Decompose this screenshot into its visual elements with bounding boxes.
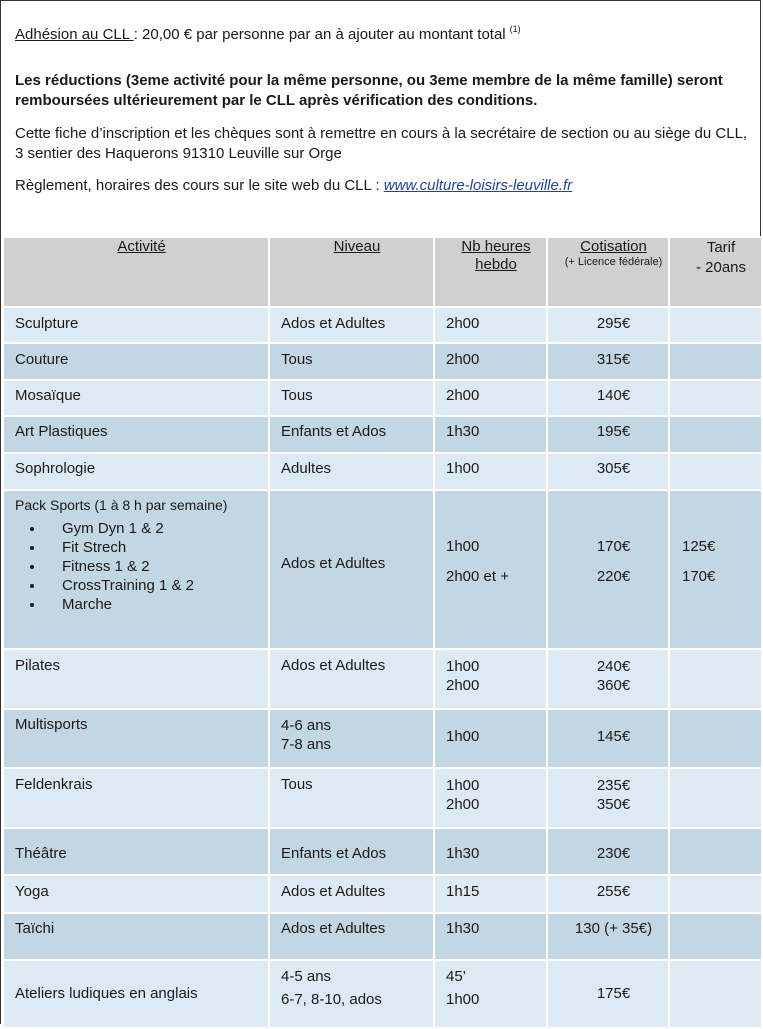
- cell-heures: 1h00: [434, 453, 547, 490]
- cell-heures: 2h00: [434, 343, 547, 380]
- header-cotisation: Cotisation (+ Licence fédérale): [547, 237, 669, 307]
- table-row: [3, 709, 762, 768]
- cell-cotisation: 170€ 220€: [547, 490, 669, 649]
- list-item: • Fitness 1 & 2: [45, 557, 268, 576]
- cell-cotisation: 305€: [547, 453, 669, 490]
- cell-heures: 1h00: [434, 709, 547, 768]
- cell-cotisation: 195€: [547, 416, 669, 453]
- cell-niveau: Tous: [269, 343, 434, 380]
- cell-heures: 1h00 2h00: [434, 768, 547, 828]
- list-item: • Gym Dyn 1 & 2: [45, 519, 268, 538]
- cell-heures: 1h30: [434, 913, 547, 960]
- list-item: • Fit Strech: [45, 538, 268, 557]
- header-cotisation-note: (+ Licence fédérale): [564, 256, 663, 268]
- cell-tarif: [669, 709, 762, 768]
- cell-tarif: [669, 828, 762, 875]
- cell-niveau: Ados et Adultes: [269, 649, 434, 709]
- header-niveau: Niveau: [269, 237, 434, 307]
- cell-heures: 1h15: [434, 875, 547, 913]
- cell-heures: 1h00 2h00 et +: [434, 490, 547, 649]
- cell-cotisation: 240€ 360€: [547, 649, 669, 709]
- cell-cotisation: 230€: [547, 828, 669, 875]
- adhesion-footnote: (1): [509, 24, 521, 34]
- table-row: [3, 960, 762, 1028]
- cell-niveau: Ados et Adultes: [269, 490, 434, 649]
- cell-activite: Mosaïque: [3, 380, 269, 416]
- adhesion-text: : 20,00 € par personne par an à ajouter au montant total: [133, 26, 506, 43]
- cell-activite: Sophrologie: [3, 453, 269, 490]
- cell-niveau: 4-5 ans 6-7, 8-10, ados: [269, 960, 434, 1028]
- table-row: [3, 380, 762, 416]
- cell-tarif: [669, 380, 762, 416]
- cell-heures: 2h00: [434, 307, 547, 343]
- cell-activite: Art Plastiques: [3, 416, 269, 453]
- cell-niveau: Ados et Adultes: [269, 875, 434, 913]
- cell-tarif: [669, 960, 762, 1028]
- cell-niveau: Enfants et Ados: [269, 828, 434, 875]
- cell-niveau: Ados et Adultes: [269, 913, 434, 960]
- cell-activite: Multisports: [3, 709, 269, 768]
- pack-sports-title: Pack Sports (1 à 8 h par semaine): [15, 497, 228, 513]
- cell-cotisation: 130 (+ 35€): [547, 913, 669, 960]
- cell-activite: Taïchi: [3, 913, 269, 960]
- adhesion-line: [15, 19, 521, 45]
- cell-activite: Couture: [3, 343, 269, 380]
- cell-activite: Ateliers ludiques en anglais: [3, 960, 269, 1028]
- cell-niveau: Tous: [269, 380, 434, 416]
- cell-cotisation: 145€: [547, 709, 669, 768]
- cell-tarif: [669, 416, 762, 453]
- table-row: [3, 913, 762, 960]
- cell-heures: 45’ 1h00: [434, 960, 547, 1028]
- cell-cotisation: 175€: [547, 960, 669, 1028]
- reglement-line: [15, 176, 572, 196]
- cell-activite: Pilates: [3, 649, 269, 709]
- cell-activite: Théâtre: [3, 828, 269, 875]
- cell-niveau: Enfants et Ados: [269, 416, 434, 453]
- table-row: [3, 453, 762, 490]
- table-row: [3, 768, 762, 828]
- cell-niveau: Ados et Adultes: [269, 307, 434, 343]
- cell-niveau: Adultes: [269, 453, 434, 490]
- website-link[interactable]: www.culture-loisirs-leuville.fr: [383, 177, 573, 194]
- cell-heures: 1h00 2h00: [434, 649, 547, 709]
- adhesion-label: Adhésion au CLL: [15, 26, 134, 43]
- header-activite: Activité: [3, 237, 269, 307]
- cell-activite: Feldenkrais: [3, 768, 269, 828]
- cell-tarif: [669, 913, 762, 960]
- cell-cotisation: 315€: [547, 343, 669, 380]
- cell-cotisation: 255€: [547, 875, 669, 913]
- cell-activite: [3, 490, 269, 649]
- list-item: • CrossTraining 1 & 2: [45, 576, 268, 595]
- table-row: [3, 416, 762, 453]
- reductions-note: Les réductions (3eme activité pour la même personne, ou 3eme membre de la même famille) seront remboursées ultérieurement par le CLL après vérification des conditions.: [15, 72, 723, 109]
- cell-cotisation: 295€: [547, 307, 669, 343]
- cell-cotisation: 140€: [547, 380, 669, 416]
- pack-sports-list: [15, 519, 268, 614]
- table-row: [3, 875, 762, 913]
- cell-heures: 1h30: [434, 828, 547, 875]
- cell-tarif: [669, 875, 762, 913]
- cell-niveau: 4-6 ans 7-8 ans: [269, 709, 434, 768]
- table-row: [3, 649, 762, 709]
- activities-table: [2, 236, 763, 1029]
- cell-tarif: [669, 307, 762, 343]
- list-item: • Marche: [45, 595, 268, 614]
- cell-activite: Yoga: [3, 875, 269, 913]
- cell-activite: Sculpture: [3, 307, 269, 343]
- cell-niveau: Tous: [269, 768, 434, 828]
- cell-tarif: [669, 453, 762, 490]
- cell-tarif: [669, 768, 762, 828]
- table-row: [3, 828, 762, 875]
- cell-cotisation: 235€ 350€: [547, 768, 669, 828]
- cell-tarif: [669, 649, 762, 709]
- cell-tarif: 125€ 170€: [669, 490, 762, 649]
- reglement-text: Règlement, horaires des cours sur le site web du CLL :: [15, 177, 384, 194]
- table-row: [3, 307, 762, 343]
- table-row-pack-sports: [3, 490, 762, 649]
- cell-heures: 2h00: [434, 380, 547, 416]
- header-tarif: Tarif - 20ans: [669, 237, 762, 307]
- table-row: [3, 343, 762, 380]
- cell-heures: 1h30: [434, 416, 547, 453]
- table-header-row: [3, 237, 762, 307]
- cell-tarif: [669, 343, 762, 380]
- fiche-note: Cette fiche d’inscription et les chèques sont à remettre en cours à la secrétaire de section ou au siège du CLL, 3 sentier des Haquerons 91310 Leuville sur Orge: [15, 125, 748, 162]
- header-heures: Nb heures hebdo: [434, 237, 547, 307]
